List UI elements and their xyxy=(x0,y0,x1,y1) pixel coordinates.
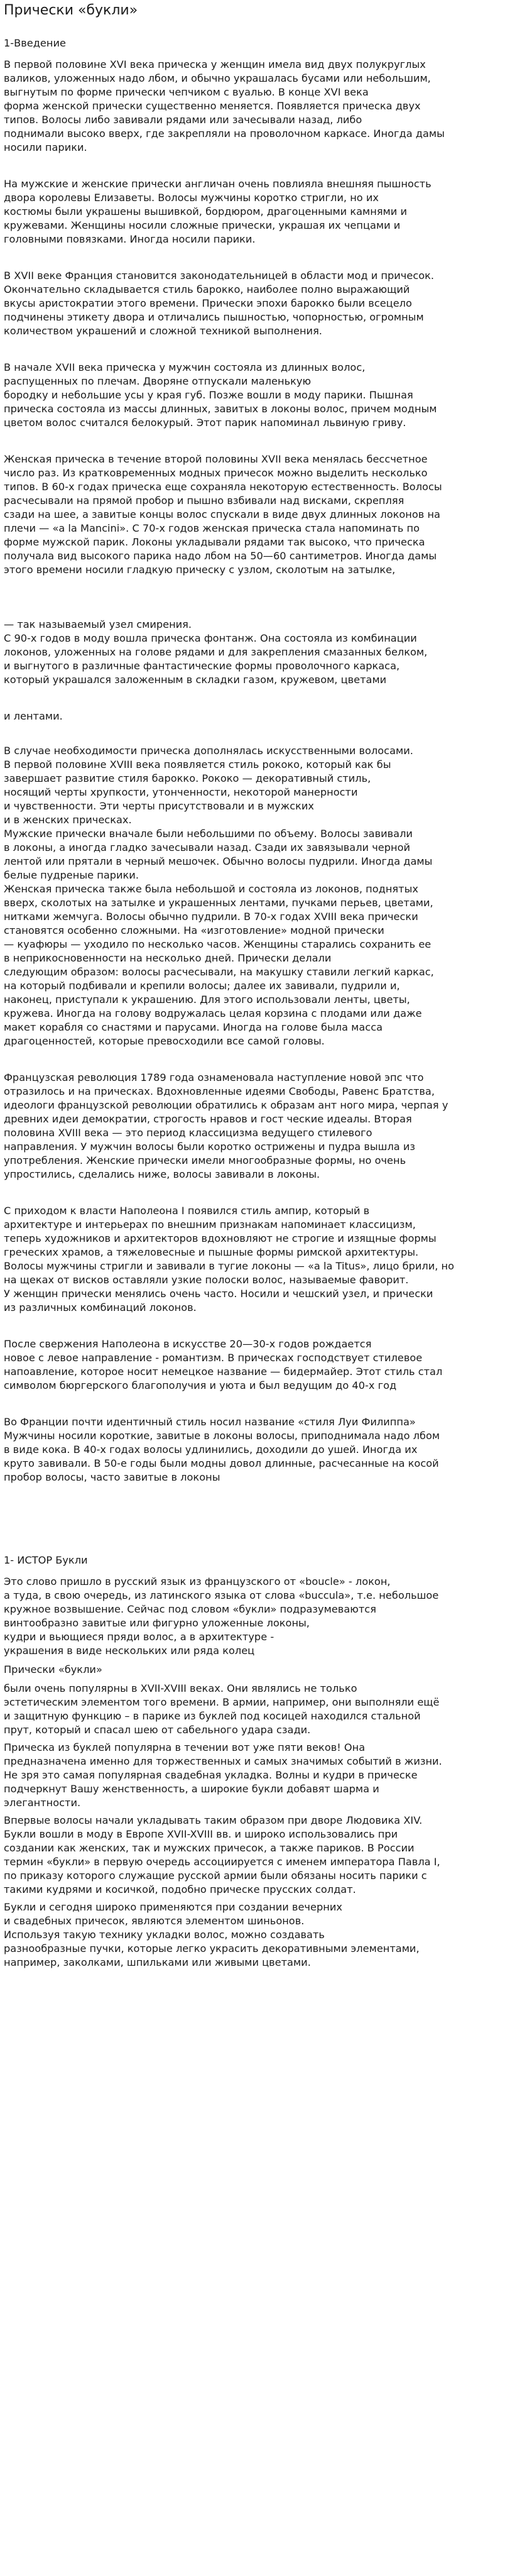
text-line: двора королевы Елизаветы. Волосы мужчины коротко стригли, но их xyxy=(4,192,379,204)
text-line: макет корабля со снастями и парусами. Иногда на голове была масса xyxy=(4,1021,383,1033)
text-line: Букли и сегодня широко применяются при создании вечерних xyxy=(4,1901,342,1913)
text-line: половина XVIII века — это период классицизма ведущего стилевого xyxy=(4,1127,372,1139)
text-line: отразилось и на прическах. Вдохновленные идеями Свободы, Равенс Братства, xyxy=(4,1085,435,1097)
text-line: завершает развитие стиля барокко. Рококо — декоративный стиль, xyxy=(4,772,371,784)
text-line: поднимали высоко вверх, где закрепляли на проволочном каркасе. Иногда дамы xyxy=(4,128,445,140)
text-line: прическа состояла из массы длинных, завитых в локоны волос, причем модным xyxy=(4,403,437,415)
text-line: распущенных по плечам. Дворяне отпускали маленькую xyxy=(4,375,312,387)
text-line: носящий черты хрупкости, утонченности, некоторой манерности xyxy=(4,786,358,798)
text-line: вверх, сколотых на затылке и украшенных лентами, пучками перьев, цветами, xyxy=(4,897,433,909)
text-line: этого времени носили гладкую прическу с узлом, сколотым на затылке, xyxy=(4,564,396,576)
text-line: Французская революция 1789 года ознаменовала наступление новой эпс что xyxy=(4,1072,424,1083)
text-line: следующим образом: волосы расчесывали, на макушку ставили легкий каркас, xyxy=(4,966,434,978)
text-line: Прическа из буклей популярна в течении вот уже пяти веков! Она xyxy=(4,1741,366,1753)
section-heading: 1- ИСТОР Букли xyxy=(4,1554,88,1566)
text-line: а туда, в свою очередь, из латинского языка от слова «buccula», т.е. небольшое xyxy=(4,1589,439,1601)
text-line: В XVII веке Франция становится законодательницей в области мод и причесок. xyxy=(4,270,435,282)
text-line: в виде кока. В 40-х годах волосы удлинились, доходили до ушей. Иногда их xyxy=(4,1444,418,1455)
text-line: из различных комбинаций локонов. xyxy=(4,1302,197,1313)
text-line: греческих храмов, а тяжеловесные и пышные формы римской архитектуры. xyxy=(4,1246,419,1258)
text-line: В первой половине XVI века прическа у женщин имела вид двух полукруглых xyxy=(4,58,426,70)
text-line: В первой половине XVIII века появляется стиль рококо, который как бы xyxy=(4,759,391,770)
text-line: и свадебных причесок, являются элементом шиньонов. xyxy=(4,1915,305,1927)
text-line: драгоценностей, которые превосходили все самой головы. xyxy=(4,1035,325,1047)
text-line: На мужские и женские прически англичан очень повлияла внешняя пышность xyxy=(4,178,432,190)
text-line: У женщин прически менялись очень часто. Носили и чешский узел, и прически xyxy=(4,1288,433,1300)
text-line: идеологи французской революции обратились к образам ант ного мира, черпая у xyxy=(4,1099,448,1111)
text-line: подчинены этикету двора и отличались пышностью, чопорностью, огромным xyxy=(4,311,424,323)
text-line: кружева. Иногда на голову водружалась целая корзина с плодами или даже xyxy=(4,1007,422,1019)
text-line: количеством украшений и сложной техникой выполнения. xyxy=(4,325,322,337)
text-line: напоавление, которое носит немецкое название — бидермайер. Этот стиль стал xyxy=(4,1366,443,1378)
text-line: упростились, сделались ниже, волосы завивали в локоны. xyxy=(4,1168,320,1180)
text-line: винтообразно завитые или фигурно уложенные локоны, xyxy=(4,1617,310,1629)
text-line: становятся особенно сложными. На «изготовление» модной прически xyxy=(4,924,384,936)
text-line: например, заколками, шпильками или живыми цветами. xyxy=(4,1956,311,1968)
text-line: в неприкосновенности на несколько дней. Прически делали xyxy=(4,952,332,964)
text-line: бородку и небольшие усы у края губ. Позже вошли в моду парики. Пышная xyxy=(4,389,413,401)
text-line: форма женской прически существенно меняется. Появляется прическа двух xyxy=(4,100,421,112)
text-line: Это слово пришло в русский язык из французского от «boucle» - локон, xyxy=(4,1576,391,1587)
text-line: и в женских прическах. xyxy=(4,814,132,826)
text-line: Во Франции почти идентичный стиль носил название «стиля Луи Филиппа» xyxy=(4,1416,416,1428)
text-line: подчеркнут Вашу женственность, а широкие букли добавят шарма и xyxy=(4,1783,379,1795)
text-line: прут, который и спасал шею от сабельного удара сзади. xyxy=(4,1724,311,1736)
text-line: Букли вошли в моду в Европе XVII-XVIII вв. и широко использовались при xyxy=(4,1828,398,1840)
text-line: употребления. Женские прически имели многообразные формы, но очень xyxy=(4,1154,406,1166)
text-line: Прически «букли» xyxy=(4,1663,102,1675)
text-line: кружевами. Женщины носили сложные прически, украшая их чепцами и xyxy=(4,219,401,231)
text-line: лентой или прятали в черный мешочек. Обычно волосы пудрили. Иногда дамы xyxy=(4,855,433,867)
text-line: по приказу которого служащие русской армии были обязаны носить парики с xyxy=(4,1870,427,1882)
text-line: — так называемый узел смирения. xyxy=(4,618,192,630)
text-line: выгнутым по форме прически чепчиком с вуалью. В конце XVI века xyxy=(4,86,369,98)
text-line: число раз. Из кратковременных модных причесок можно выделить несколько xyxy=(4,467,428,479)
text-line: С приходом к власти Наполеона I появился стиль ампир, который в xyxy=(4,1205,370,1217)
text-line: — куафюры — уходило по несколько часов. Женщины старались сохранить ее xyxy=(4,938,432,950)
text-line: Мужчины носили короткие, завитые в локоны волосы, приподнимала надо лбом xyxy=(4,1430,440,1442)
text-line: и лентами. xyxy=(4,710,63,722)
text-line: кружное возвышение. Сейчас под словом «букли» подразумеваются xyxy=(4,1603,376,1615)
text-line: расчесывали на прямой пробор и пышно взбивали над висками, скрепляя xyxy=(4,495,404,507)
text-line: предназначена именно для торжественных и самых значимых событий в жизни. xyxy=(4,1755,442,1767)
text-line: направления. У мужчин волосы были коротко острижены и пудра вышла из xyxy=(4,1141,415,1153)
text-line: В начале XVII века прическа у мужчин состояла из длинных волос, xyxy=(4,361,366,373)
section-heading: 1-Введение xyxy=(4,37,66,49)
text-line: головными повязками. Иногда носили парики. xyxy=(4,233,256,245)
text-line: и выгнутого в различные фантастические формы проволочного каркаса, xyxy=(4,660,400,672)
text-line: украшения в виде нескольких или ряда колец xyxy=(4,1645,255,1657)
text-line: на щеках от висков оставляли узкие полоски волос, называемые фаворит. xyxy=(4,1274,409,1286)
text-line: Волосы мужчины стригли и завивали в тугие локоны — «а la Titus», лицо брили, но xyxy=(4,1260,455,1272)
text-line: костюмы были украшены вышивкой, бордюром, драгоценными камнями и xyxy=(4,206,407,217)
text-line: древних идеи демократии, строгость нравов и гост ческие идеалы. Вторая xyxy=(4,1113,412,1125)
text-line: который украшался заложенным в складки газом, кружевом, цветами xyxy=(4,674,387,686)
text-line: сзади на шее, а завитые концы волос спускали в виде двух длинных локонов на xyxy=(4,508,440,520)
text-line: форме мужской парик. Локоны укладывали рядами так высоко, что прическа xyxy=(4,536,425,548)
text-line: эстетическим элементом того времени. В армии, например, они выполняли ещё xyxy=(4,1696,440,1708)
text-line: на который подбивали и крепили волосы; далее их завивали, пудрили и, xyxy=(4,980,400,992)
text-line: Окончательно складывается стиль барокко, наиболее полно выражающий xyxy=(4,283,410,295)
text-line: новое с левое направление - романтизм. В прическах господствует стилевое xyxy=(4,1352,423,1364)
text-line: Мужские прически вначале были небольшими по объему. Волосы завивали xyxy=(4,828,413,840)
text-line: кудри и вьющиеся пряди волос, а в архитектуре - xyxy=(4,1631,274,1643)
text-line: пробор волосы, часто завитые в локоны xyxy=(4,1471,220,1483)
text-line: носили парики. xyxy=(4,141,87,153)
text-line: В случае необходимости прическа дополнялась искусственными волосами. xyxy=(4,745,413,757)
text-line: получала вид высокого парика надо лбом на 50—60 сантиметров. Иногда дамы xyxy=(4,550,437,562)
text-line: Не зря это самая популярная свадебная укладка. Волны и кудри в прическе xyxy=(4,1769,418,1781)
text-line: были очень популярны в XVII-XVIII веках. Они являлись не только xyxy=(4,1682,357,1694)
text-line: Женская прическа в течение второй половины XVII века менялась бессчетное xyxy=(4,453,428,465)
text-line: и чувственности. Эти черты присутствовали и в мужских xyxy=(4,800,314,812)
text-line: разнообразные пучки, которые легко украсить декоративными элементами, xyxy=(4,1943,420,1954)
text-line: элегантности. xyxy=(4,1797,81,1809)
text-line: вкусы аристократии этого времени. Прически эпохи барокко были всецело xyxy=(4,297,412,309)
text-line: наконец, приступали к украшению. Для этого использовали ленты, цветы, xyxy=(4,994,410,1006)
text-line: Женская прическа также была небольшой и состояла из локонов, поднятых xyxy=(4,883,418,895)
text-line: локонов, уложенных на голове рядами и для закрепления смазанных белком, xyxy=(4,646,428,658)
text-line: символом бюргерского благополучия и уюта и был ведущим до 40-х год xyxy=(4,1379,397,1391)
text-line: теперь художников и архитекторов вдохновляют не строгие и изящные формы xyxy=(4,1232,437,1244)
text-line: нитками жемчуга. Волосы обычно пудрили. В 70-х годах XVIII века прически xyxy=(4,911,418,923)
text-line: создании как женских, так и мужских причесок, а также париков. В России xyxy=(4,1842,415,1854)
text-line: такими кудрями и косичкой, подобно прическе прусских солдат. xyxy=(4,1883,356,1895)
text-line: цветом волос считался белокурый. Этот парик напоминал львиную гриву. xyxy=(4,417,406,429)
text-line: плечи — «а la Mancini». С 70-х годов женская прическа стала напоминать по xyxy=(4,522,420,534)
text-line: круто завивали. В 50-е годы были модны довол длинные, расчесанные на косой xyxy=(4,1457,439,1469)
text-line: типов. Волосы либо завивали рядами или зачесывали назад, либо xyxy=(4,114,362,126)
text-line: типов. В 60-х годах прическа еще сохраняла некоторую естественность. Волосы xyxy=(4,481,442,493)
text-line: термин «букли» в первую очередь ассоциируется с именем императора Павла I, xyxy=(4,1856,440,1868)
text-line: валиков, уложенных надо лбом, и обычно украшалась бусами или небольшим, xyxy=(4,72,431,84)
text-line: После свержения Наполеона в искусстве 20—30-х годов рождается xyxy=(4,1338,372,1350)
text-line: в локоны, а иногда гладко зачесывали назад. Сзади их завязывали черной xyxy=(4,841,411,853)
text-line: С 90-х годов в моду вошла прическа фонтанж. Она состояла из комбинации xyxy=(4,632,417,644)
text-line: Впервые волосы начали укладывать таким образом при дворе Людовика XIV. xyxy=(4,1814,423,1826)
text-line: и защитную функцию – в парике из буклей под косицей находился стальной xyxy=(4,1710,421,1722)
page-title: Прически «букли» xyxy=(4,3,138,18)
text-line: Используя такую технику укладки волос, можно создавать xyxy=(4,1929,325,1941)
text-line: архитектуре и интерьерах по внешним признакам напоминает классицизм, xyxy=(4,1219,416,1230)
text-line: белые пудреные парики. xyxy=(4,869,139,881)
